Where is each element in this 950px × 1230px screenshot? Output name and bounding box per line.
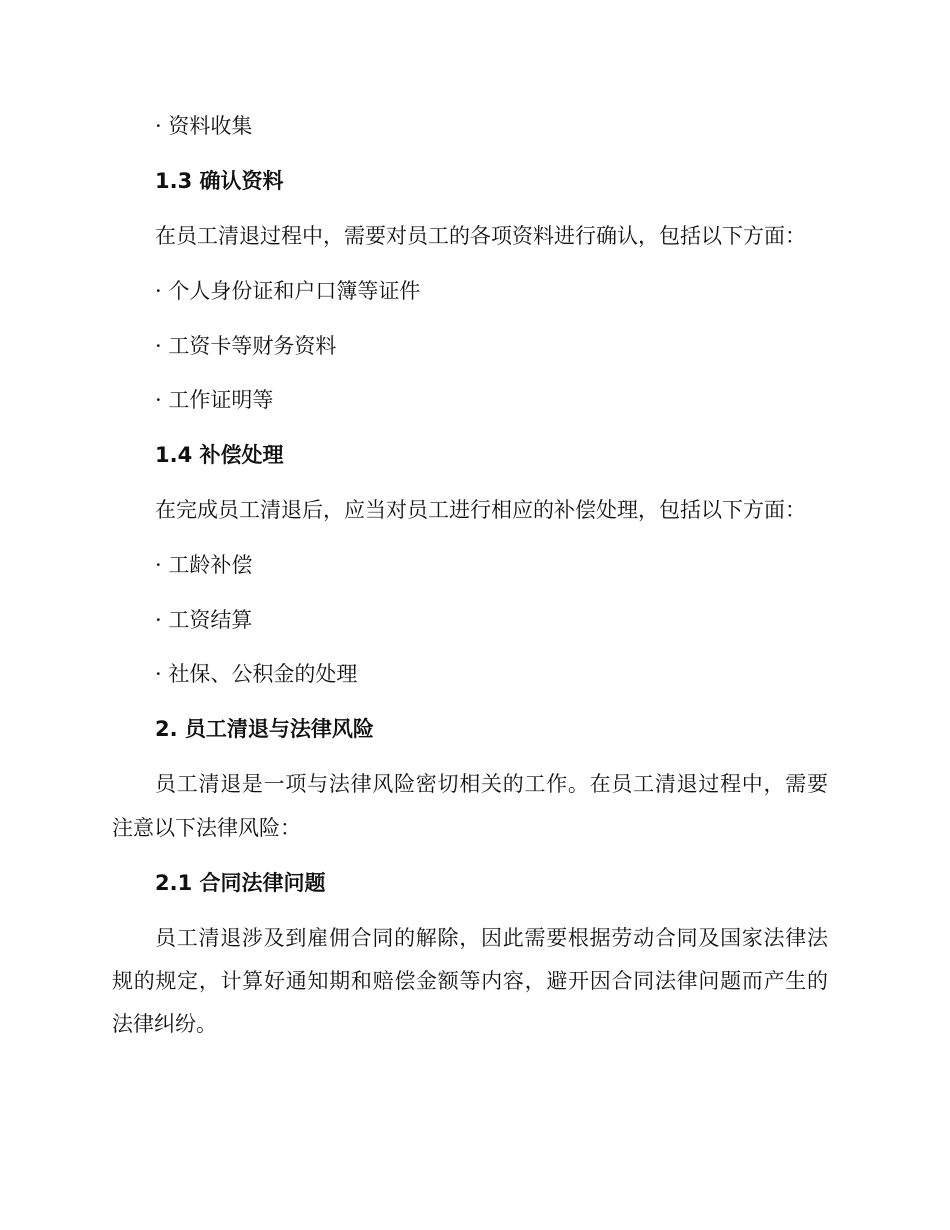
bullet-item: · 个人身份证和户口簿等证件 xyxy=(155,279,421,303)
paragraph-2-line: 注意以下法律风险： xyxy=(112,816,301,840)
paragraph-2-1-line: 法律纠纷。 xyxy=(112,1012,217,1036)
bullet-item: · 工资卡等财务资料 xyxy=(155,334,337,358)
bullet-item: · 资料收集 xyxy=(155,114,253,138)
section-heading-1-4: 1.4 补偿处理 xyxy=(155,443,284,467)
paragraph-2-1-line: 员工清退涉及到雇佣合同的解除，因此需要根据劳动合同及国家法律法 xyxy=(155,926,828,950)
section-heading-2-1: 2.1 合同法律问题 xyxy=(155,871,326,895)
bullet-item: · 工龄补偿 xyxy=(155,553,253,577)
paragraph-1-3: 在员工清退过程中，需要对员工的各项资料进行确认，包括以下方面： xyxy=(155,224,806,248)
section-heading-1-3: 1.3 确认资料 xyxy=(155,169,284,193)
bullet-item: · 工资结算 xyxy=(155,608,253,632)
paragraph-2-line: 员工清退是一项与法律风险密切相关的工作。在员工清退过程中，需要 xyxy=(155,772,828,796)
section-heading-2: 2. 员工清退与法律风险 xyxy=(155,717,374,741)
bullet-item: · 工作证明等 xyxy=(155,388,274,412)
paragraph-1-4: 在完成员工清退后，应当对员工进行相应的补偿处理，包括以下方面： xyxy=(155,498,806,522)
bullet-item: · 社保、公积金的处理 xyxy=(155,662,358,686)
paragraph-2-1-line: 规的规定，计算好通知期和赔偿金额等内容，避开因合同法律问题而产生的 xyxy=(112,969,828,993)
